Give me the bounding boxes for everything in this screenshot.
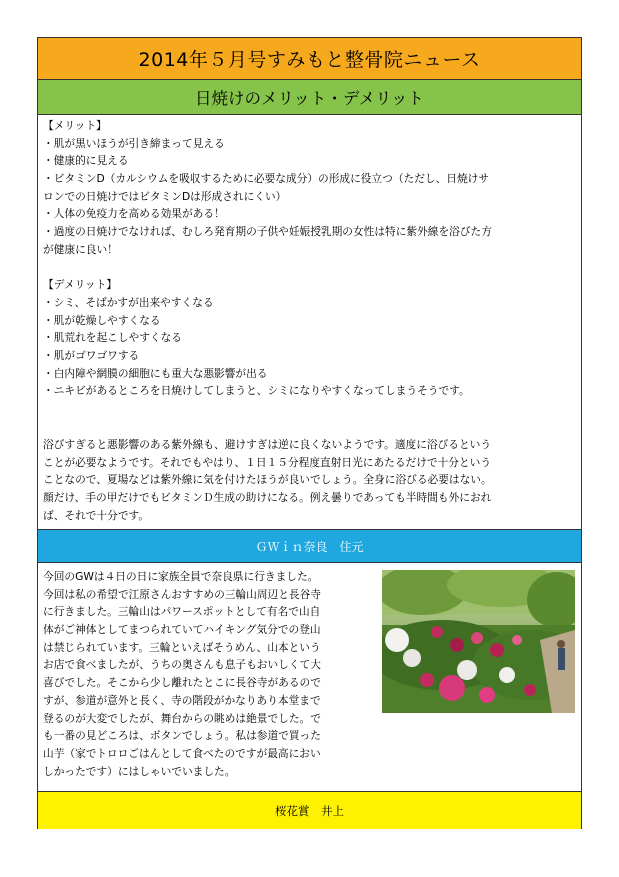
newsletter-frame <box>37 37 582 829</box>
gw-line: 体がご神体としてまつられていてハイキング気分での登山 <box>43 623 321 637</box>
summary-paragraph <box>43 436 578 524</box>
signature: 桜花賞 井上 <box>38 791 581 829</box>
merit-line: ロンでの日焼けではビタミンDは形成されにくい） <box>43 189 287 203</box>
merit-line: ・過度の日焼けでなければ、むしろ発育期の子供や妊娠授乳期の女性は特に紫外線を浴びた方 <box>43 225 492 239</box>
merit-line: が健康に良い！ <box>43 242 118 256</box>
gw-line: も一番の見どころは、ボタンでしょう。私は参道で買った <box>43 729 321 743</box>
demerit-line: ・白内障や網膜の細胞にも重大な悪影響が出る <box>43 366 268 380</box>
section-title-sunburn: 日焼けのメリット・デメリット <box>38 80 581 115</box>
gw-line: 登るのが大変でしたが、舞台からの眺めは絶景でした。で <box>43 711 321 725</box>
demerit-heading: 【デメリット】 <box>43 278 117 292</box>
newsletter-title: 2014年５月号すみもと整骨院ニュース <box>38 38 581 80</box>
merit-line: ・健康的に見える <box>43 154 129 168</box>
gw-line: 今回は私の希望で江原さんおすすめの三輪山周辺と長谷寺 <box>43 587 321 601</box>
gw-article <box>43 568 381 780</box>
demerit-line: ・ニキビがあるところを日焼けしてしまうと、シミになりやすくなってしまうそうです。 <box>43 384 470 398</box>
summary-line: 浴びすぎると悪影響のある紫外線も、避けすぎは逆に良くないようです。適度に浴びるという <box>43 438 492 451</box>
peony-garden-photo <box>382 570 575 713</box>
demerit-line: ・肌荒れを起こしやすくなる <box>43 331 182 345</box>
gw-line: お店で食べましたが、うちの奥さんも息子もおいしくて大 <box>43 658 321 672</box>
summary-line: ことなので、夏場などは紫外線に気を付けたほうが良いでしょう。全身に浴びる必要はない。 <box>43 473 492 487</box>
merit-line: ・ビタミンD（カルシウムを吸収するために必要な成分）の形成に役立つ（ただし、日焼けサ <box>43 172 490 186</box>
gw-line: 喜びでした。そこから少し離れたとこに長谷寺があるので <box>43 676 321 690</box>
summary-line: ことが必要なようです。それでもやはり、１日１５分程度直射日光にあたるだけで十分という <box>43 455 492 469</box>
merit-heading: 【メリット】 <box>43 119 107 132</box>
summary-line: 顔だけ、手の甲だけでもビタミンＤ生成の助けになる。例え曇りであっても半時間も外におれ <box>43 491 492 505</box>
demerit-line: ・シミ、そばかすが出来やすくなる <box>43 295 214 309</box>
gw-line: すが、参道が意外と長く、寺の階段がかなりあり本堂まで <box>43 693 321 707</box>
merit-demerit-section <box>43 117 578 400</box>
gw-line: 山芋（家でトロロごはんとして食べたのですが最高におい <box>43 746 321 760</box>
merit-line: ・肌が黒いほうが引き締まって見える <box>43 136 225 150</box>
gw-line: 今回のGWは４日の日に家族全員で奈良県に行きました。 <box>43 570 319 583</box>
spacer <box>43 259 578 277</box>
gw-line: は禁じられています。三輪といえばそうめん、山本という <box>43 640 321 654</box>
merit-line: ・人体の免疫力を高める効果がある！ <box>43 207 225 221</box>
gw-line: しかったです）にはしゃいでいました。 <box>43 764 236 778</box>
gw-section-title: ＧＷｉｎ奈良 住元 <box>38 529 581 563</box>
summary-line: ば、それで十分です。 <box>43 508 150 522</box>
demerit-line: ・肌がゴワゴワする <box>43 348 140 362</box>
gw-line: に行きました。三輪山はパワースポットとして有名で山自 <box>43 605 321 619</box>
demerit-line: ・肌が乾燥しやすくなる <box>43 313 161 327</box>
